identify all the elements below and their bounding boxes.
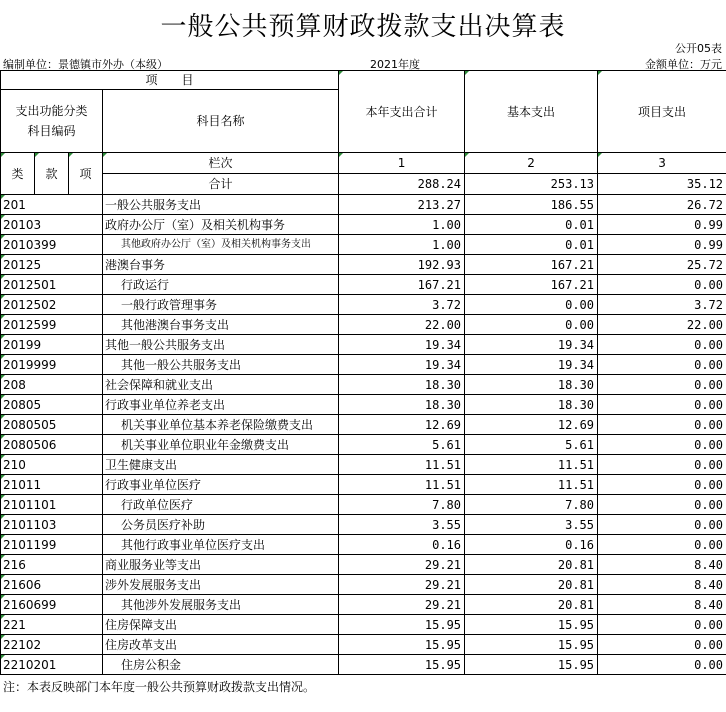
row-total: 15.95 — [339, 655, 465, 675]
footer-note: 注：本表反映部门本年度一般公共预算财政拨款支出情况。 — [3, 680, 316, 694]
row-subject-name: 其他行政事业单位医疗支出 — [103, 535, 339, 555]
row-project: 0.00 — [598, 395, 726, 415]
table-row — [1, 375, 726, 395]
row-subject-name: 行政事业单位养老支出 — [103, 395, 339, 415]
row-code: 20125 — [1, 255, 103, 275]
table-row — [1, 315, 726, 335]
row-total: 11.51 — [339, 455, 465, 475]
row-basic: 167.21 — [465, 275, 598, 295]
row-total: 18.30 — [339, 375, 465, 395]
total-label: 合计 — [103, 174, 339, 195]
row-project: 22.00 — [598, 315, 726, 335]
header-code: 支出功能分类 科目编码 — [1, 90, 103, 153]
row-total: 12.69 — [339, 415, 465, 435]
row-subject-name: 住房改革支出 — [103, 635, 339, 655]
row-basic: 18.30 — [465, 395, 598, 415]
header-col-total: 本年支出合计 — [339, 71, 465, 153]
row-total: 19.34 — [339, 355, 465, 375]
index-2: 2 — [465, 153, 598, 174]
table-row — [1, 435, 726, 455]
table-row — [1, 575, 726, 595]
index-3: 3 — [598, 153, 726, 174]
row-project: 0.00 — [598, 635, 726, 655]
header-col-basic: 基本支出 — [465, 71, 598, 153]
table-row — [1, 595, 726, 615]
row-basic: 20.81 — [465, 595, 598, 615]
row-basic: 11.51 — [465, 475, 598, 495]
row-basic: 18.30 — [465, 375, 598, 395]
form-number: 公开05表 — [675, 42, 722, 55]
row-code: 201 — [1, 195, 103, 215]
row-project: 0.00 — [598, 455, 726, 475]
table-row — [1, 655, 726, 675]
row-code: 208 — [1, 375, 103, 395]
row-project: 3.72 — [598, 295, 726, 315]
row-project: 0.00 — [598, 615, 726, 635]
row-project: 25.72 — [598, 255, 726, 275]
index-1: 1 — [339, 153, 465, 174]
row-basic: 0.16 — [465, 535, 598, 555]
row-code: 216 — [1, 555, 103, 575]
row-code: 2080505 — [1, 415, 103, 435]
row-basic: 20.81 — [465, 555, 598, 575]
row-basic: 0.00 — [465, 315, 598, 335]
row-code: 221 — [1, 615, 103, 635]
header-kuan: 款 — [35, 153, 69, 195]
table-row — [1, 475, 726, 495]
row-project: 0.00 — [598, 535, 726, 555]
row-subject-name: 一般行政管理事务 — [103, 295, 339, 315]
amount-unit: 金额单位：万元 — [645, 58, 722, 71]
header-col-index: 栏次 — [103, 153, 339, 174]
header-xiang: 项 — [69, 153, 103, 195]
row-basic: 5.61 — [465, 435, 598, 455]
row-basic: 12.69 — [465, 415, 598, 435]
row-code: 2012501 — [1, 275, 103, 295]
row-project: 0.99 — [598, 235, 726, 255]
row-subject-name: 其他政府办公厅（室）及相关机构事务支出 — [103, 235, 339, 255]
row-total: 15.95 — [339, 635, 465, 655]
row-project: 0.00 — [598, 495, 726, 515]
table-row — [1, 615, 726, 635]
row-total: 22.00 — [339, 315, 465, 335]
row-subject-name: 行政单位医疗 — [103, 495, 339, 515]
row-total: 5.61 — [339, 435, 465, 455]
table-row — [1, 555, 726, 575]
total-project: 35.12 — [598, 174, 726, 195]
row-code: 22102 — [1, 635, 103, 655]
row-total: 11.51 — [339, 475, 465, 495]
row-basic: 11.51 — [465, 455, 598, 475]
table-row — [1, 335, 726, 355]
table-row — [1, 195, 726, 215]
compiling-unit: 编制单位：景德镇市外办（本级） — [3, 58, 168, 71]
table-row — [1, 455, 726, 475]
table-row — [1, 255, 726, 275]
row-code: 20103 — [1, 215, 103, 235]
row-total: 1.00 — [339, 215, 465, 235]
row-basic: 186.55 — [465, 195, 598, 215]
table-row — [1, 515, 726, 535]
row-project: 0.00 — [598, 435, 726, 455]
row-code: 2012502 — [1, 295, 103, 315]
row-basic: 15.95 — [465, 655, 598, 675]
row-project: 0.00 — [598, 475, 726, 495]
row-subject-name: 住房保障支出 — [103, 615, 339, 635]
table-row — [1, 395, 726, 415]
table-row — [1, 415, 726, 435]
row-subject-name: 涉外发展服务支出 — [103, 575, 339, 595]
row-project: 0.99 — [598, 215, 726, 235]
row-total: 7.80 — [339, 495, 465, 515]
row-total: 213.27 — [339, 195, 465, 215]
row-total: 18.30 — [339, 395, 465, 415]
row-project: 0.00 — [598, 655, 726, 675]
total-basic: 253.13 — [465, 174, 598, 195]
row-code: 210 — [1, 455, 103, 475]
table-row — [1, 215, 726, 235]
row-basic: 20.81 — [465, 575, 598, 595]
row-total: 0.16 — [339, 535, 465, 555]
header-subject-name: 科目名称 — [103, 90, 339, 153]
fiscal-year: 2021年度 — [370, 58, 420, 71]
row-subject-name: 一般公共服务支出 — [103, 195, 339, 215]
row-subject-name: 机关事业单位职业年金缴费支出 — [103, 435, 339, 455]
row-subject-name: 其他港澳台事务支出 — [103, 315, 339, 335]
row-subject-name: 港澳台事务 — [103, 255, 339, 275]
header-row-index — [1, 153, 726, 174]
row-project: 0.00 — [598, 335, 726, 355]
row-basic: 19.34 — [465, 355, 598, 375]
page-title: 一般公共预算财政拨款支出决算表 — [160, 12, 566, 42]
row-project: 0.00 — [598, 515, 726, 535]
table-row — [1, 635, 726, 655]
row-code: 2210201 — [1, 655, 103, 675]
row-basic: 0.01 — [465, 235, 598, 255]
row-code: 20199 — [1, 335, 103, 355]
row-code: 2101103 — [1, 515, 103, 535]
row-total: 3.55 — [339, 515, 465, 535]
row-subject-name: 行政运行 — [103, 275, 339, 295]
row-project: 26.72 — [598, 195, 726, 215]
row-basic: 7.80 — [465, 495, 598, 515]
row-basic: 15.95 — [465, 615, 598, 635]
table-row — [1, 355, 726, 375]
row-code: 2101199 — [1, 535, 103, 555]
row-total: 1.00 — [339, 235, 465, 255]
row-code: 2160699 — [1, 595, 103, 615]
row-subject-name: 社会保障和就业支出 — [103, 375, 339, 395]
header-items: 项 目 — [1, 71, 339, 90]
row-subject-name: 其他涉外发展服务支出 — [103, 595, 339, 615]
header-col-project: 项目支出 — [598, 71, 726, 153]
row-subject-name: 政府办公厅（室）及相关机构事务 — [103, 215, 339, 235]
row-total: 3.72 — [339, 295, 465, 315]
row-subject-name: 其他一般公共服务支出 — [103, 355, 339, 375]
row-basic: 3.55 — [465, 515, 598, 535]
row-total: 19.34 — [339, 335, 465, 355]
row-basic: 19.34 — [465, 335, 598, 355]
row-total: 167.21 — [339, 275, 465, 295]
row-code: 2012599 — [1, 315, 103, 335]
table-row — [1, 495, 726, 515]
row-subject-name: 商业服务业等支出 — [103, 555, 339, 575]
row-subject-name: 住房公积金 — [103, 655, 339, 675]
row-total: 29.21 — [339, 555, 465, 575]
row-subject-name: 其他一般公共服务支出 — [103, 335, 339, 355]
row-project: 0.00 — [598, 415, 726, 435]
row-code: 2010399 — [1, 235, 103, 255]
row-code: 20805 — [1, 395, 103, 415]
row-basic: 0.00 — [465, 295, 598, 315]
row-code: 2101101 — [1, 495, 103, 515]
row-project: 0.00 — [598, 375, 726, 395]
row-project: 8.40 — [598, 595, 726, 615]
table-row — [1, 275, 726, 295]
header-row-items — [1, 71, 726, 90]
row-subject-name: 行政事业单位医疗 — [103, 475, 339, 495]
row-project: 0.00 — [598, 355, 726, 375]
row-total: 29.21 — [339, 595, 465, 615]
row-subject-name: 公务员医疗补助 — [103, 515, 339, 535]
row-basic: 0.01 — [465, 215, 598, 235]
row-total: 192.93 — [339, 255, 465, 275]
table-row — [1, 295, 726, 315]
row-project: 8.40 — [598, 575, 726, 595]
row-code: 21011 — [1, 475, 103, 495]
table-row — [1, 535, 726, 555]
total-sum: 288.24 — [339, 174, 465, 195]
total-row — [1, 174, 726, 195]
row-code: 2019999 — [1, 355, 103, 375]
row-subject-name: 卫生健康支出 — [103, 455, 339, 475]
row-project: 0.00 — [598, 275, 726, 295]
table-row — [1, 235, 726, 255]
row-basic: 167.21 — [465, 255, 598, 275]
row-code: 2080506 — [1, 435, 103, 455]
row-code: 21606 — [1, 575, 103, 595]
row-total: 29.21 — [339, 575, 465, 595]
header-lei: 类 — [1, 153, 35, 195]
row-subject-name: 机关事业单位基本养老保险缴费支出 — [103, 415, 339, 435]
row-total: 15.95 — [339, 615, 465, 635]
row-basic: 15.95 — [465, 635, 598, 655]
row-project: 8.40 — [598, 555, 726, 575]
budget-table — [0, 70, 726, 675]
